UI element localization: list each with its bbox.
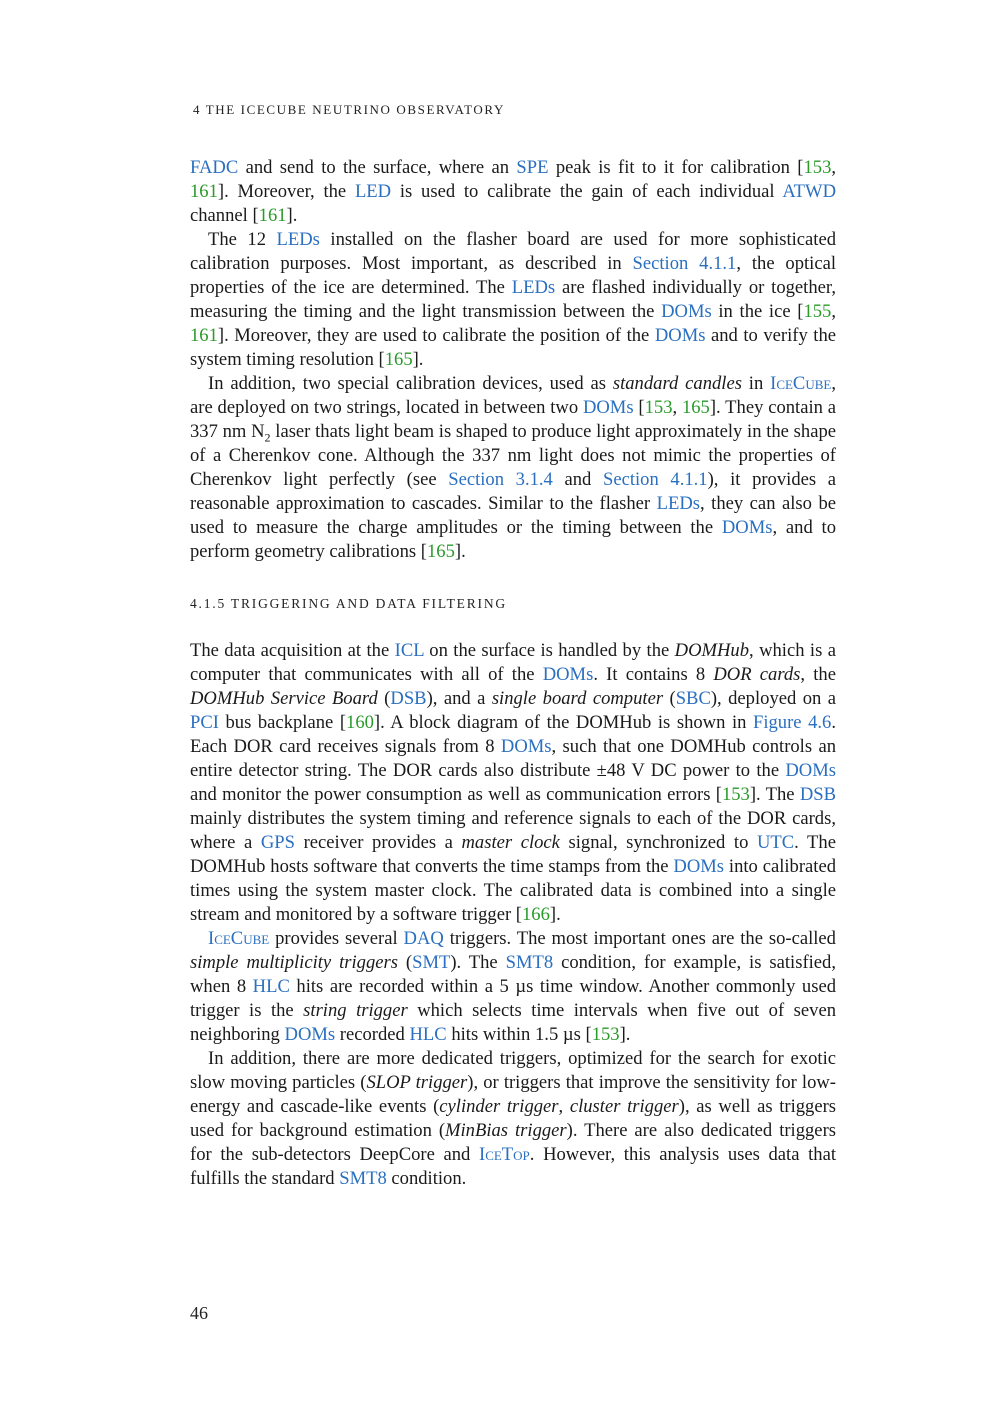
- acronym-link[interactable]: LEDs: [276, 229, 320, 250]
- acronym-link[interactable]: PCI: [190, 712, 219, 733]
- citation-link[interactable]: 153: [591, 1024, 620, 1045]
- citation-link[interactable]: 153: [644, 397, 673, 418]
- text-run: and: [552, 469, 603, 490]
- acronym-link[interactable]: ATWD: [782, 181, 837, 202]
- text-run: , which is a computer that communicates with all of the: [190, 640, 836, 685]
- text-run: ].: [619, 1024, 631, 1045]
- text-run: ). There are also dedicated triggers for the sub-detectors DeepCore and: [190, 1120, 836, 1165]
- text-run: ), as well as triggers used for background estimation (: [190, 1096, 837, 1141]
- text-run: mainly distributes the system timing and reference signals to each of the DOR cards, where a: [190, 808, 836, 853]
- acronym-link[interactable]: DOMs: [721, 517, 773, 538]
- acronym-link[interactable]: DOMs: [542, 664, 594, 685]
- text-run: and monitor the power consumption as well as communication errors [: [190, 784, 722, 805]
- acronym-link[interactable]: LEDs: [656, 493, 701, 514]
- text-run: . Each DOR card receives signals from 8: [190, 712, 837, 757]
- text-run: , the: [800, 664, 836, 685]
- acronym-link[interactable]: UTC: [756, 832, 795, 853]
- text-run: hits within 1.5 µs [: [446, 1024, 592, 1045]
- text-run: ].: [454, 541, 466, 562]
- text-run: and to verify the system timing resolution [: [190, 325, 836, 370]
- acronym-link[interactable]: ICL: [394, 640, 424, 661]
- text-run: The 12: [208, 229, 277, 250]
- text-run: in: [741, 373, 771, 394]
- paragraph-dedicated-triggers: [190, 1047, 836, 1191]
- text-run: (: [377, 688, 391, 709]
- text-run: ,: [558, 1096, 570, 1117]
- text-run: ].: [286, 205, 298, 226]
- text-run: condition.: [386, 1168, 467, 1189]
- text-run: ]. They contain a 337 nm N: [190, 397, 836, 442]
- text-run: channel [: [190, 205, 259, 226]
- acronym-link[interactable]: DAQ: [403, 928, 444, 949]
- text-run: ), it provides a reasonable approximation to cascades. Similar to the flasher: [190, 469, 836, 514]
- paragraph-flasher-calibration: [190, 156, 836, 228]
- text-run: , and to perform geometry calibrations [: [190, 517, 836, 562]
- text-run: In addition, two special calibration devices, used as: [208, 373, 613, 394]
- paragraph-standard-candles: [190, 372, 836, 564]
- italic-term: MinBias trigger: [445, 1120, 567, 1141]
- citation-link[interactable]: 161: [190, 325, 218, 346]
- citation-link[interactable]: 165: [426, 541, 455, 562]
- text-run: ,: [831, 157, 837, 178]
- italic-term: standard candles: [612, 373, 742, 394]
- acronym-link[interactable]: DOMs: [500, 736, 552, 757]
- text-run: installed on the flasher board are used for more sophisticated calibration purposes. Most important, as described in: [190, 229, 836, 274]
- text-run: , are deployed on two strings, located in between two: [190, 373, 836, 418]
- text-run: provides several: [269, 928, 404, 949]
- acronym-link[interactable]: SBC: [675, 688, 711, 709]
- acronym-link[interactable]: LED: [354, 181, 392, 202]
- citation-link[interactable]: 165: [681, 397, 710, 418]
- text-run: (: [663, 688, 676, 709]
- paragraph-domhub: [190, 639, 836, 927]
- italic-term: DOMHub Service Board: [190, 688, 378, 709]
- acronym-link[interactable]: SMT8: [339, 1168, 387, 1189]
- text-run: recorded: [335, 1024, 410, 1045]
- text-run: peak is fit to it for calibration [: [548, 157, 804, 178]
- italic-term: cylinder trigger: [439, 1096, 559, 1117]
- acronym-link[interactable]: LEDs: [511, 277, 556, 298]
- acronym-link[interactable]: DOMs: [284, 1024, 336, 1045]
- citation-link[interactable]: 166: [522, 904, 550, 925]
- citation-link[interactable]: 155: [803, 301, 832, 322]
- acronym-link[interactable]: DOMs: [785, 760, 836, 781]
- acronym-link[interactable]: HLC: [409, 1024, 447, 1045]
- text-run: on the surface is handled by the: [423, 640, 675, 661]
- text-run: ]. The: [749, 784, 800, 805]
- italic-term: master clock: [461, 832, 560, 853]
- acronym-link[interactable]: DSB: [390, 688, 427, 709]
- citation-link[interactable]: 153: [721, 784, 750, 805]
- section-heading: 4.1.5 TRIGGERING AND DATA FILTERING: [190, 596, 507, 611]
- text-run: laser thats light beam is shaped to produce light approximately in the shape of a Cherenkov cone. Although the 337 nm light does not mimic the properties of Cherenkov light perfectly (see: [190, 421, 837, 490]
- acronym-link[interactable]: DOMs: [654, 325, 706, 346]
- text-run: ]. Moreover, the: [217, 181, 355, 202]
- text-run: ). The: [450, 952, 506, 973]
- text-run: ].: [549, 904, 561, 925]
- text-run: , the optical properties of the ice are determined. The: [190, 253, 837, 298]
- acronym-link[interactable]: GPS: [260, 832, 295, 853]
- acronym-link[interactable]: FADC: [190, 157, 239, 178]
- acronym-link[interactable]: HLC: [252, 976, 290, 997]
- text-run: ]. A block diagram of the DOMHub is shown in: [373, 712, 753, 733]
- lower-text-block: [190, 639, 836, 1191]
- italic-term: single board computer: [491, 688, 664, 709]
- acronym-link[interactable]: SPE: [516, 157, 549, 178]
- acronym-link[interactable]: DOMs: [582, 397, 634, 418]
- text-run: . However, this analysis uses data that fulfills the standard: [190, 1144, 837, 1189]
- citation-link[interactable]: 165: [384, 349, 413, 370]
- text-run: receiver provides a: [294, 832, 462, 853]
- text-run: ), deployed on a: [710, 688, 837, 709]
- text-run: which selects time intervals when five out of seven neighboring: [190, 1000, 836, 1045]
- subscript: 2: [264, 430, 271, 445]
- page-number: 46: [190, 1303, 208, 1323]
- text-run: into calibrated times using the system master clock. The calibrated data is combined into a single stream and monitored by a software trigger [: [190, 856, 836, 925]
- upper-text-block: [190, 156, 836, 564]
- text-run: in the ice [: [711, 301, 804, 322]
- acronym-link[interactable]: SMT: [412, 952, 451, 973]
- text-run: are flashed individually or together, measuring the timing and the light transmission between the: [190, 277, 836, 322]
- text-run: [: [633, 397, 645, 418]
- text-run: (: [397, 952, 413, 973]
- section-ref-link[interactable]: Section 4.1.1: [603, 469, 708, 490]
- italic-term: cluster trigger: [569, 1096, 679, 1117]
- text-run: and send to the surface, where an: [238, 157, 517, 178]
- text-run: , such that one DOMHub controls an entire detector string. The DOR cards also distribute ±48 V DC power to the: [190, 736, 836, 781]
- text-run: , they can also be used to measure the charge amplitudes or the timing between the: [190, 493, 836, 538]
- section-ref-link[interactable]: Section 4.1.1: [632, 253, 737, 274]
- citation-link[interactable]: 161: [258, 205, 287, 226]
- acronym-link[interactable]: DOMs: [673, 856, 725, 877]
- italic-term: SLOP trigger: [366, 1072, 468, 1093]
- text-run: . It contains 8: [593, 664, 714, 685]
- figure-ref-link[interactable]: Figure 4.6: [753, 712, 832, 733]
- section-ref-link[interactable]: Section 3.1.4: [448, 469, 553, 490]
- acronym-link[interactable]: SMT8: [505, 952, 554, 973]
- acronym-link[interactable]: DOMs: [661, 301, 712, 322]
- paragraph-daq-triggers: [190, 927, 836, 1047]
- text-run: is used to calibrate the gain of each individual: [391, 181, 783, 202]
- acronym-link[interactable]: IceCube: [208, 928, 270, 949]
- citation-link[interactable]: 153: [803, 157, 832, 178]
- acronym-link[interactable]: IceTop: [479, 1144, 530, 1165]
- citation-link[interactable]: 160: [346, 712, 374, 733]
- text-run: condition, for example, is satisfied, when 8: [190, 952, 837, 997]
- text-run: ), or triggers that improve the sensitivity for low-energy and cascade-like events (: [190, 1072, 837, 1117]
- running-head: 4 THE ICECUBE NEUTRINO OBSERVATORY: [193, 102, 505, 117]
- text-run: ]. Moreover, they are used to calibrate the position of the: [217, 325, 655, 346]
- text-run: ,: [672, 397, 682, 418]
- text-run: The data acquisition at the: [190, 640, 395, 661]
- italic-term: string trigger: [303, 1000, 408, 1021]
- acronym-link[interactable]: IceCube: [770, 373, 832, 394]
- italic-term: DOR cards: [713, 664, 801, 685]
- italic-term: simple multiplicity triggers: [190, 952, 398, 973]
- citation-link[interactable]: 161: [190, 181, 218, 202]
- text-run: ), and a: [426, 688, 492, 709]
- text-run: bus backplane [: [218, 712, 347, 733]
- text-run: signal, synchronized to: [559, 832, 757, 853]
- text-run: In addition, there are more dedicated triggers, optimized for the search for exotic slow moving particles (: [190, 1048, 836, 1093]
- text-run: . The DOMHub hosts software that converts the time stamps from the: [190, 832, 836, 877]
- text-run: ].: [412, 349, 424, 370]
- italic-term: DOMHub: [674, 640, 750, 661]
- text-run: triggers. The most important ones are the so-called: [443, 928, 836, 949]
- acronym-link[interactable]: DSB: [799, 784, 836, 805]
- text-run: ,: [831, 301, 836, 322]
- paragraph-leds: [190, 228, 836, 372]
- text-run: hits are recorded within a 5 µs time window. Another commonly used trigger is the: [190, 976, 836, 1021]
